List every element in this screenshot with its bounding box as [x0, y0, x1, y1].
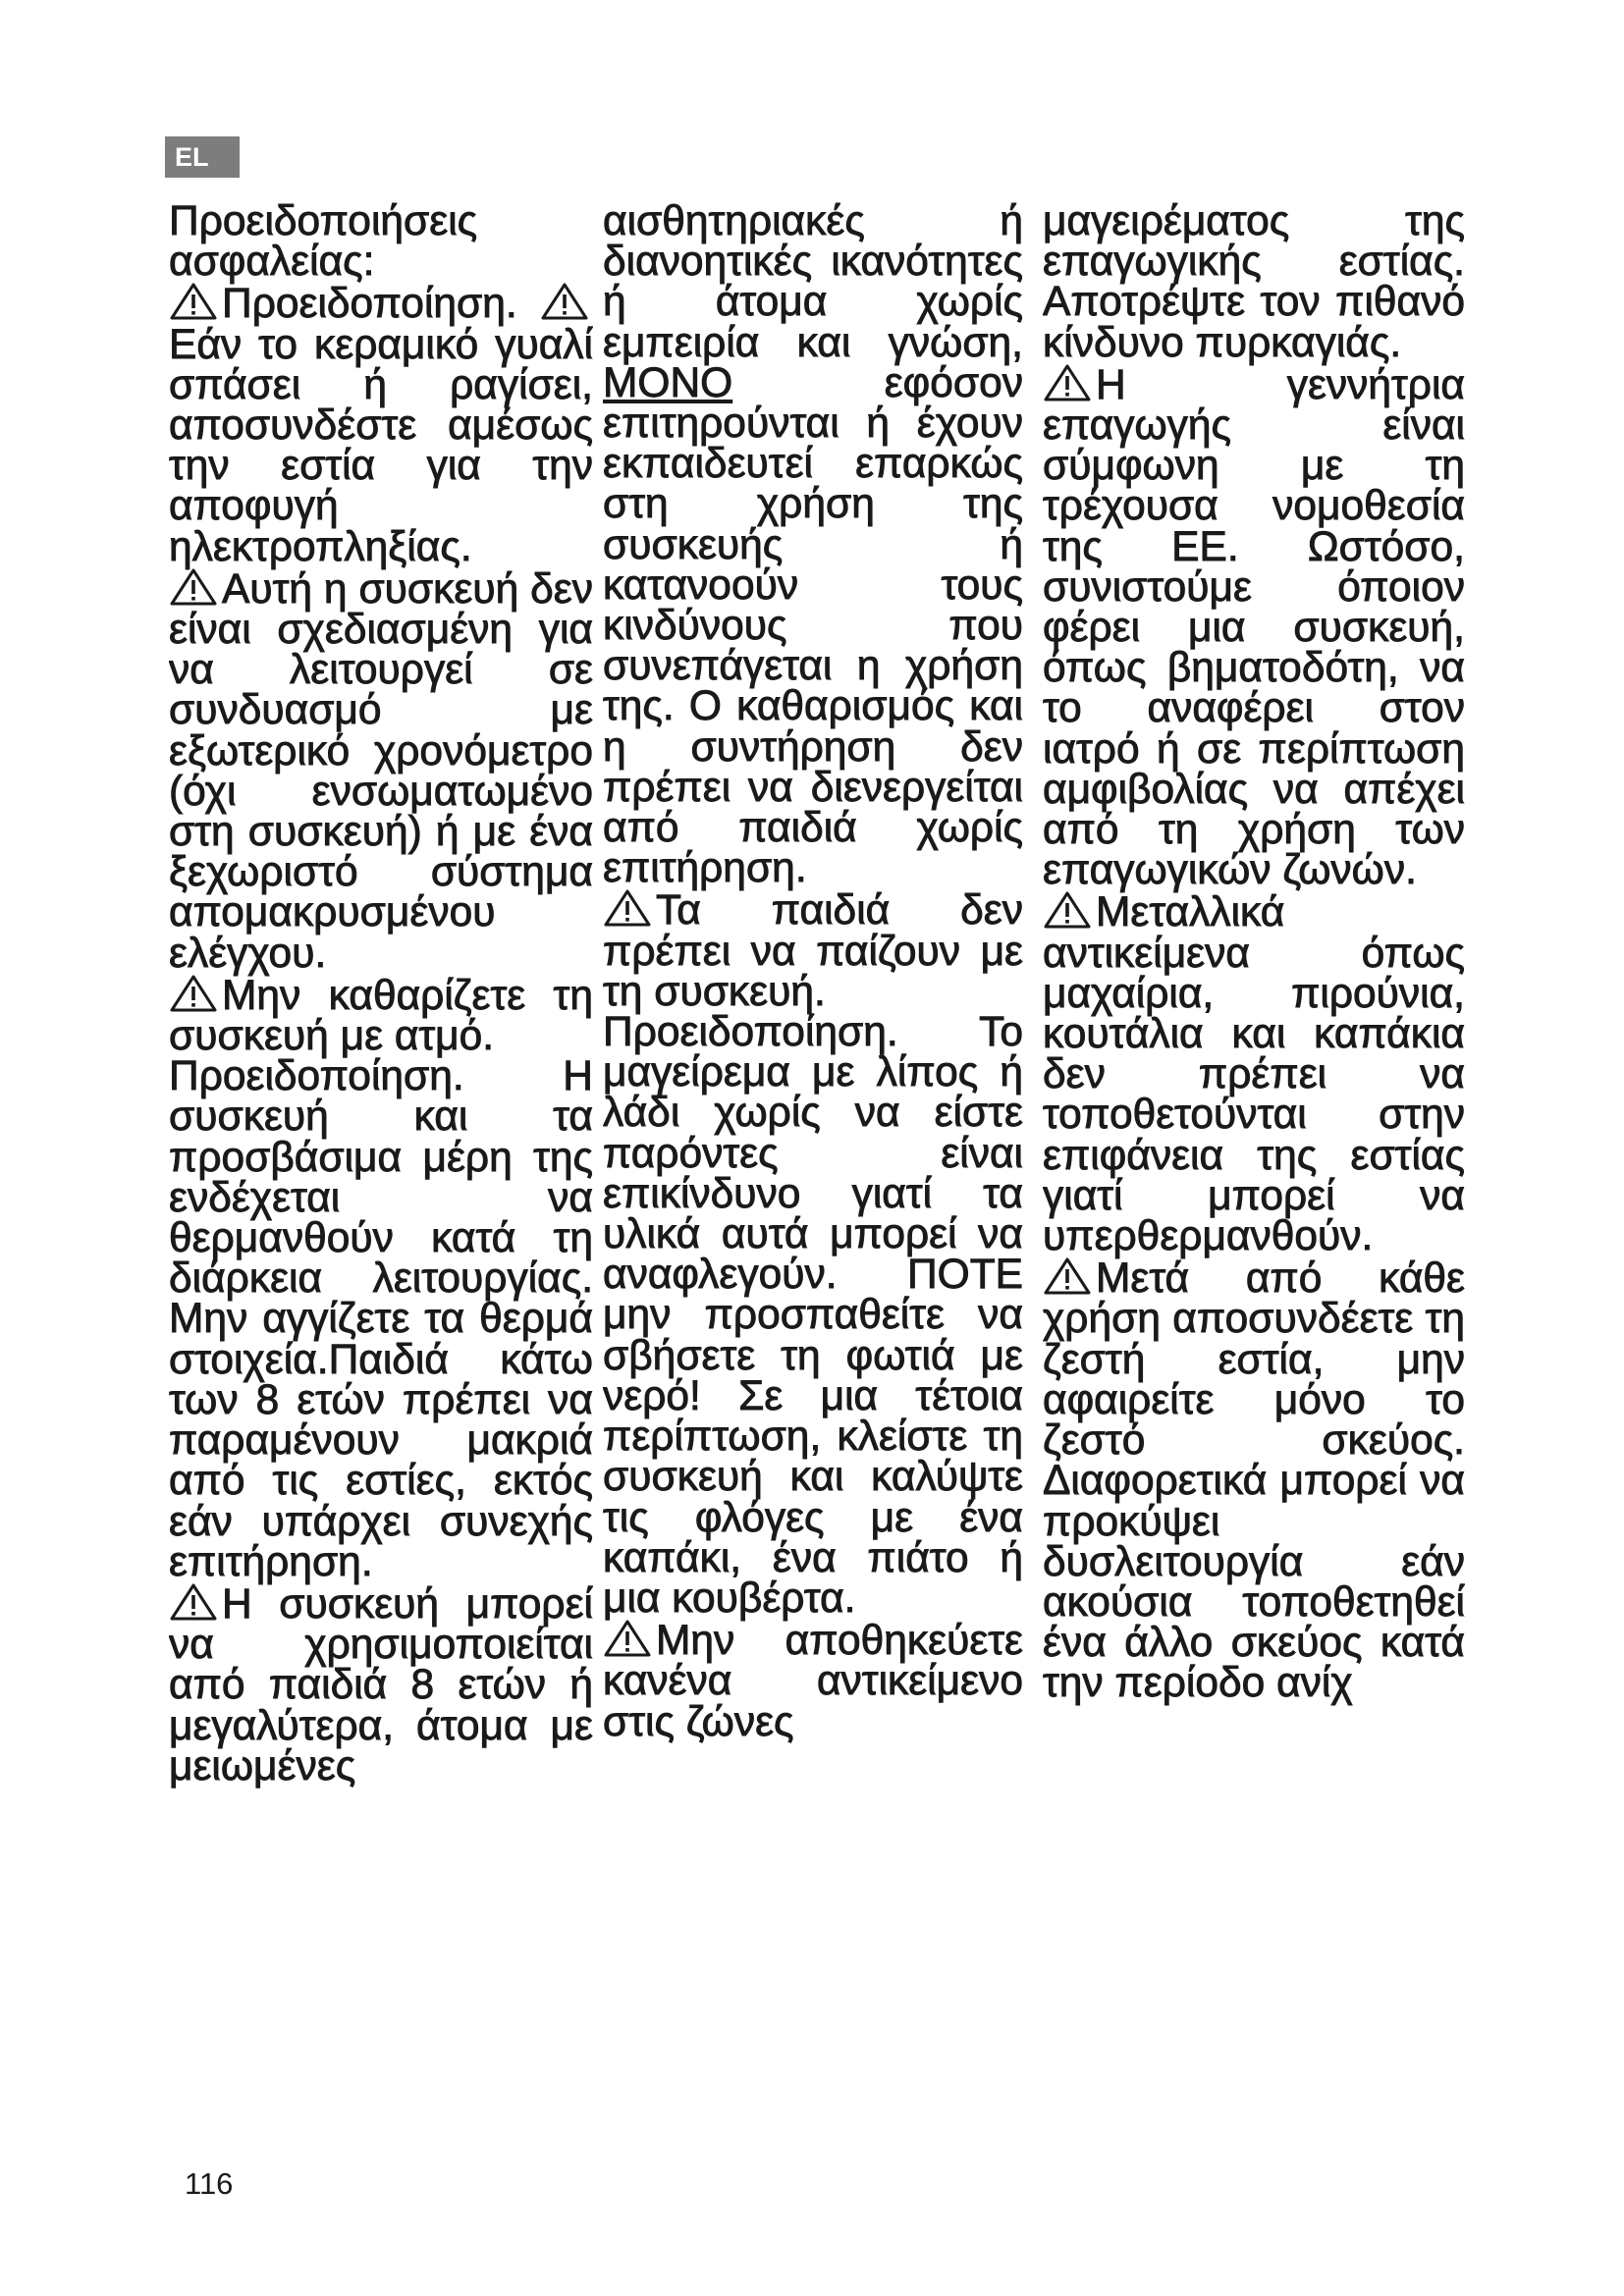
warning-triangle-icon: [540, 282, 589, 321]
warning-text: Αυτή η συσκευή δεν είναι σχεδιασμένη για να λειτουργεί σε συνδυασμό με εξωτερικό χρονόμετρο (όχι ενσωματωμένο στη συσκευή) ή με ένα ξεχωριστό σύστημα απομακρυσμένου ελέγχου.: [169, 565, 593, 977]
warning-text: εφόσον επιτηρούνται ή έχουν εκπαιδευτεί επαρκώς στη χρήση της συσκευής ή κατανοούν τους κινδύνους που συνεπάγεται η χρήση της. Ο καθαρισμός και η συντήρηση δεν πρέπει να διενεργείται από παιδιά χωρίς επιτήρηση.: [603, 359, 1023, 892]
warning-text: μαγειρέματος της επαγωγικής εστίας. Αποτρέψτε τον πιθανό κίνδυνο πυρκαγιάς.: [1043, 201, 1465, 366]
warning-text: Μην καθαρίζετε τη συσκευή με ατμό.: [169, 972, 593, 1060]
warning-paragraph: [169, 565, 593, 977]
warning-paragraph: [1043, 889, 1465, 1260]
warning-text: Η γεννήτρια επαγωγής είναι σύμφωνη με τη τρέχουσα νομοθεσία της ΕΕ. Ωστόσο, συνιστούμε όποιον φέρει μια συσκευή, όπως βηματοδότη, να το αναφέρει στον ιατρό ή σε περίπτωση αμφιβολίας να απέχει από τη χρήση των επαγωγικών ζωνών.: [1043, 361, 1465, 894]
text-column-3: [1043, 201, 1465, 2125]
warning-triangle-icon: [1043, 890, 1092, 930]
warning-triangle-icon: [603, 1619, 652, 1658]
text-column-2: [603, 201, 1023, 2125]
warning-text: Μεταλλικά αντικείμενα όπως μαχαίρια, πιρούνια, κουτάλια και καπάκια δεν πρέπει να τοποθετούνται στην επιφάνεια της εστίας γιατί μπορεί να υπερθερμανθούν.: [1043, 889, 1465, 1260]
warning-paragraph: [1043, 201, 1465, 366]
warning-triangle-icon: [169, 567, 218, 607]
warning-text: αισθητηριακές ή διανοητικές ικανότητες ή άτομα χωρίς εμπειρία και γνώση,: [603, 201, 1023, 366]
warning-label: Προειδοποίηση.: [222, 281, 517, 328]
warning-paragraph: [603, 201, 1023, 892]
warning-paragraph: [603, 887, 1023, 1015]
warning-paragraph: [169, 1582, 593, 1787]
warning-triangle-icon: [169, 1582, 218, 1622]
warning-triangle-icon: [1043, 363, 1092, 402]
warning-text: Προειδοποίηση. Η συσκευή και τα προσβάσιμα μέρη της ενδέχεται να θερμανθούν κατά τη διάρκεια λειτουργίας. Μην αγγίζετε τα θερμά στοιχεία.Παιδιά κάτω των 8 ετών πρέπει να παραμένουν μακριά από τις εστίες, εκτός εάν υπάρχει συνεχής επιτήρηση.: [169, 1053, 593, 1585]
warning-text: Εάν το κεραμικό γυαλί σπάσει ή ραγίσει, αποσυνδέστε αμέσως την εστία για την αποφυγή ηλεκτροπληξίας.: [169, 321, 593, 570]
emphasis-word: ΜΟΝΟ: [603, 359, 733, 406]
warning-text: Η συσκευή μπορεί να χρησιμοποιείται από παιδιά 8 ετών ή μεγαλύτερα, άτομα με μειωμένες: [169, 1580, 593, 1789]
warning-paragraph: [169, 972, 593, 1060]
warning-paragraph: [169, 1053, 593, 1585]
page-number: 116: [185, 2166, 234, 2201]
text-column-1: [169, 201, 593, 2125]
section-title: Προειδοποιήσεις ασφαλείας:: [169, 201, 478, 286]
warning-text: Τα παιδιά δεν πρέπει να παίζουν με τη συσκευή.: [603, 887, 1023, 1015]
warning-text: Προειδοποίηση. Το μαγείρεμα με λίπος ή λάδι χωρίς να είστε παρόντες είναι επικίνδυνο γιατί τα υλικά αυτά μπορεί να αναφλεγούν. ΠΟΤΕ μην προσπαθείτε να σβήσετε τη φωτιά με νερό! Σε μια τέτοια περίπτωση, κλείστε τη συσκευή και καλύψτε τις φλόγες με ένα καπάκι, ένα πιάτο ή μια κουβέρτα.: [603, 1009, 1023, 1622]
warning-paragraph: [1043, 1255, 1465, 1707]
warning-paragraph: [603, 1618, 1023, 1745]
warning-text: Μην αποθηκεύετε κανένα αντικείμενο στις ζώνες: [603, 1618, 1023, 1745]
warning-paragraph: [1043, 361, 1465, 894]
warning-text: Μετά από κάθε χρήση αποσυνδέετε τη ζεστή εστία, μην αφαιρείτε μόνο το ζεστό σκεύος. Διαφορετικά μπορεί να προκύψει δυσλειτουργία εάν ακούσια τοποθετηθεί ένα άλλο σκεύος κατά την περίοδο ανίχ: [1043, 1255, 1465, 1707]
language-badge: EL: [165, 136, 240, 178]
warning-triangle-icon: [603, 888, 652, 928]
warning-paragraph: [169, 281, 593, 570]
warning-triangle-icon: [169, 282, 218, 321]
warning-triangle-icon: [1043, 1256, 1092, 1296]
warning-paragraph: [603, 1009, 1023, 1622]
warning-triangle-icon: [169, 974, 218, 1013]
